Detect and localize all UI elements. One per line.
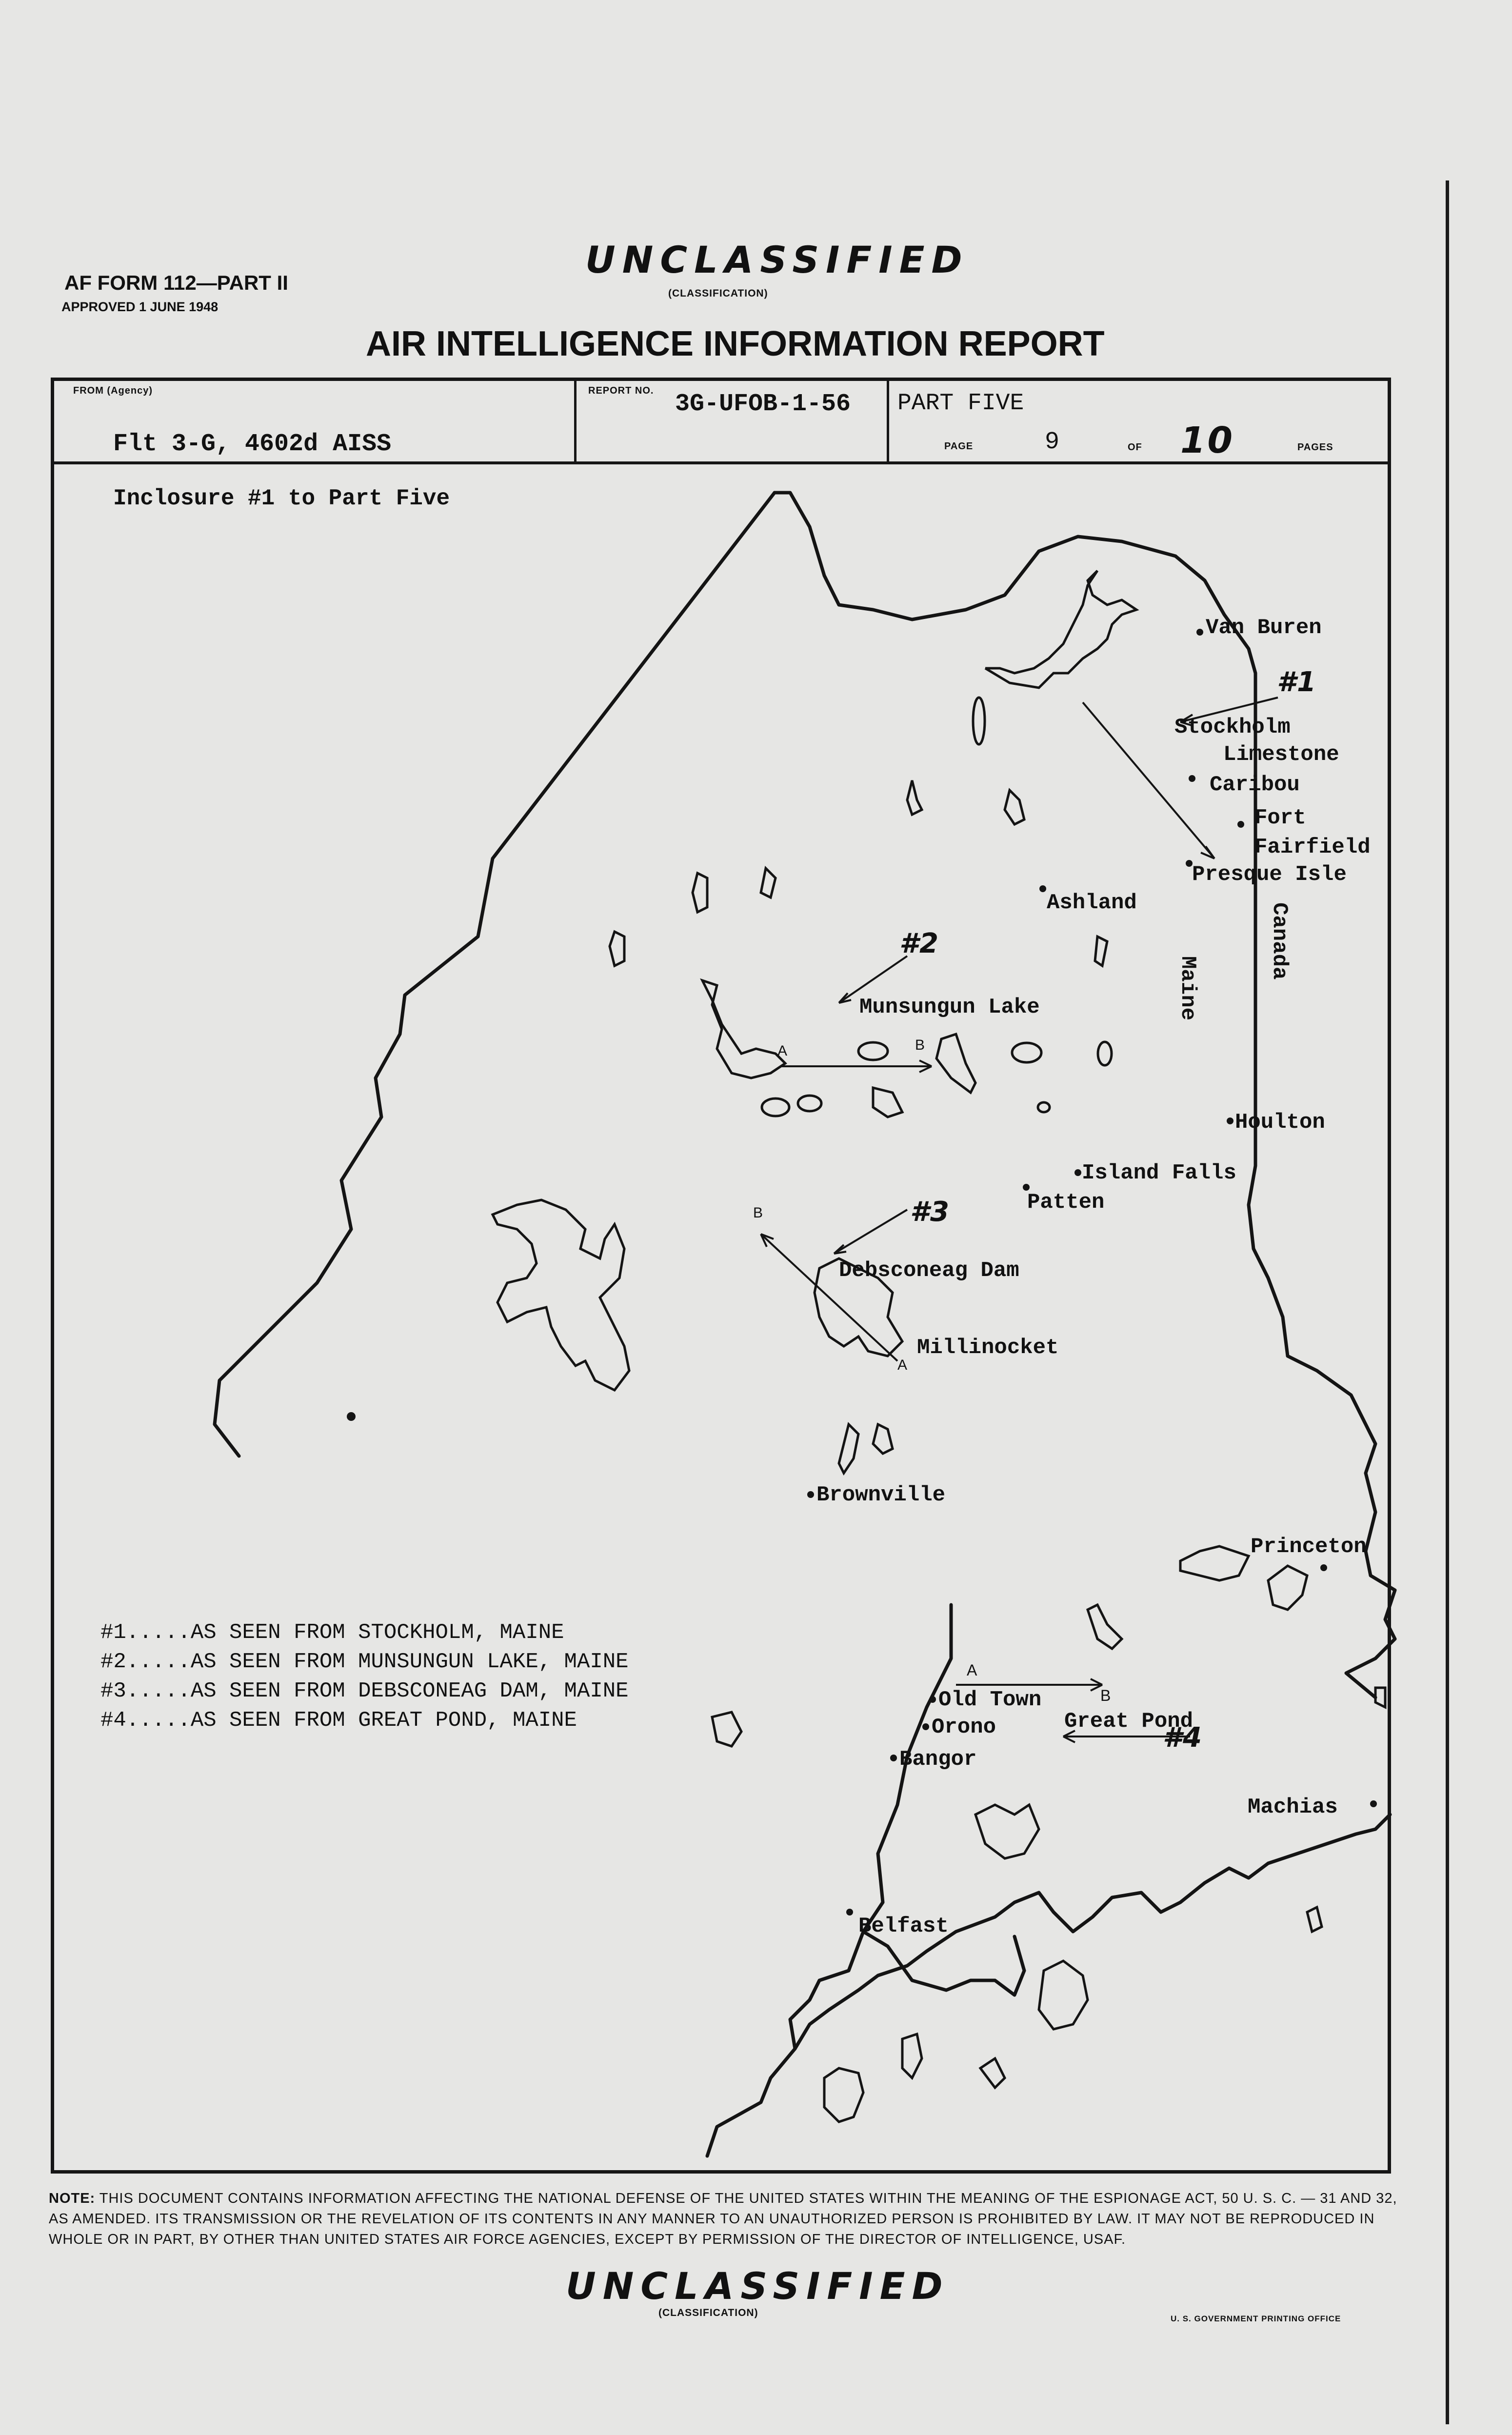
lake-south-5 (980, 2058, 1005, 2088)
town-limestone: Limestone (1223, 742, 1339, 767)
report-title: AIR INTELLIGENCE INFORMATION REPORT (366, 324, 1105, 363)
lake-south-3 (824, 2068, 863, 2122)
town-munsungun-lake: Munsungun Lake (859, 995, 1040, 1019)
lake-small-7 (1095, 937, 1107, 966)
footer-note (49, 2188, 1405, 2250)
marker-b-2: B (915, 1037, 925, 1053)
lake-small-9 (1012, 1043, 1041, 1062)
town-caribou: Caribou (1210, 773, 1300, 797)
marker-b-3: B (753, 1205, 763, 1221)
lake-small-8 (858, 1042, 888, 1060)
classification-bottom: UNCLASSIFIED (566, 2264, 950, 2308)
dot-island-falls (1074, 1169, 1081, 1176)
inclosure-label: Inclosure #1 to Part Five (113, 486, 450, 511)
town-machias: Machias (1248, 1795, 1338, 1819)
dot-belfast (846, 1909, 853, 1916)
report-no-value: 3G-UFOB-1-56 (675, 390, 851, 418)
lake-small-4 (693, 873, 707, 912)
lake-small-11 (762, 1098, 789, 1116)
lake-great-pond-north (1088, 1605, 1122, 1649)
lake-small-12 (798, 1096, 821, 1111)
dot-houlton (1227, 1118, 1233, 1124)
town-van-buren: Van Buren (1206, 616, 1322, 640)
lake-legend-side (712, 1712, 741, 1746)
dot-brownville (807, 1491, 814, 1498)
lake-south-4 (902, 2034, 922, 2078)
of-value: 10 (1180, 419, 1234, 461)
lake-moosehead (493, 1200, 629, 1390)
label-canada: Canada (1267, 902, 1292, 980)
page-label: PAGE (944, 441, 974, 452)
legend-item-4: #4.....AS SEEN FROM GREAT POND, MAINE (100, 1708, 577, 1733)
classification-caption-bottom: (CLASSIFICATION) (658, 2307, 758, 2318)
town-island-falls: Island Falls (1082, 1161, 1236, 1185)
marker-1: #1 (1277, 666, 1317, 698)
lake-south-1 (975, 1805, 1039, 1858)
dot-caribou (1189, 775, 1195, 782)
pages-label: PAGES (1297, 442, 1333, 453)
town-houlton: Houlton (1235, 1110, 1325, 1135)
lake-small-1 (973, 698, 985, 744)
marker-a-3: A (897, 1357, 908, 1373)
page-value: 9 (1045, 428, 1060, 456)
dot-ashland (1039, 885, 1046, 892)
town-orono: Orono (932, 1715, 996, 1739)
town-debsconeag-dam: Debsconeag Dam (839, 1258, 1019, 1283)
lake-small-10 (1098, 1042, 1112, 1065)
town-presque-isle: Presque Isle (1192, 862, 1347, 887)
classification-caption-top: (CLASSIFICATION) (668, 288, 768, 299)
town-belfast: Belfast (858, 1914, 949, 1938)
lake-princeton-2 (1268, 1566, 1307, 1610)
dot-machias (1370, 1800, 1377, 1807)
town-stockholm: Stockholm (1174, 715, 1291, 739)
note-label: NOTE: (49, 2191, 96, 2206)
st-croix-river (1346, 1551, 1395, 1697)
lake-brownville-2 (873, 1424, 893, 1454)
state-border-northwest (215, 493, 775, 1456)
lake-small-6 (610, 932, 624, 966)
town-old-town: Old Town (938, 1688, 1042, 1712)
of-label: OF (1128, 442, 1142, 453)
marker-a-2: A (777, 1043, 788, 1059)
town-ashland: Ashland (1047, 891, 1137, 915)
form-id: AF FORM 112—PART II (64, 271, 288, 294)
marker-2: #2 (899, 928, 939, 959)
note-text: THIS DOCUMENT CONTAINS INFORMATION AFFECTING THE NATIONAL DEFENSE OF THE UNITED STATES WITHIN THE MEANING OF THE ESPIONAGE ACT, 50 U. S. C. — 31 AND 32, AS AMENDED. ITS TRANSMISSION OR THE REVELATION OF ITS CONTENTS IN ANY MANNER TO AN UNAUTHORIZED PERSON IS PROHIBITED BY LAW. IT MAY NOT BE REPRODUCED IN WHOLE OR IN PART, BY OTHER THAN UNITED STATES AIR FORCE AGENCIES, EXCEPT BY PERMISSION OF THE DIRECTOR OF INTELLIGENCE, USAF. (49, 2191, 1397, 2247)
classification-top: UNCLASSIFIED (585, 238, 969, 281)
printer-imprint: U. S. GOVERNMENT PRINTING OFFICE (1171, 2314, 1341, 2323)
part-value: PART FIVE (897, 390, 1024, 417)
lake-small-14 (1038, 1102, 1050, 1112)
town-princeton: Princeton (1251, 1535, 1367, 1559)
lake-small-5 (761, 868, 776, 898)
lake-small-13 (873, 1088, 902, 1117)
label-maine: Maine (1175, 956, 1200, 1021)
dot-princeton (1320, 1564, 1327, 1571)
lake-small-3 (1005, 790, 1024, 824)
dot-bangor (890, 1755, 897, 1761)
lake-brownville (839, 1424, 858, 1473)
dot-van-buren (1196, 629, 1203, 636)
legend-item-1: #1.....AS SEEN FROM STOCKHOLM, MAINE (100, 1620, 564, 1645)
legend-item-2: #2.....AS SEEN FROM MUNSUNGUN LAKE, MAINE (100, 1650, 629, 1674)
report-no-label: REPORT NO. (588, 385, 654, 396)
from-value: Flt 3-G, 4602d AISS (113, 430, 392, 458)
marker-a-4: A (967, 1661, 977, 1679)
lake-princeton (1180, 1546, 1249, 1580)
town-bangor: Bangor (899, 1747, 977, 1772)
legend-item-3: #3.....AS SEEN FROM DEBSCONEAG DAM, MAINE (100, 1679, 629, 1703)
marker-b-4: B (1100, 1687, 1111, 1704)
town-fairfield: Fairfield (1254, 835, 1371, 859)
dot-presque-isle (1186, 860, 1193, 867)
dot-fort-fairfield (1237, 821, 1244, 828)
lake-south-2 (1039, 1961, 1088, 2029)
lake-east-coast (1307, 1907, 1322, 1932)
dot-orono (922, 1723, 929, 1730)
town-great-pond: Great Pond (1064, 1709, 1194, 1734)
lake-munsungun (702, 980, 788, 1078)
marker-4: #4 (1163, 1722, 1203, 1754)
approved-date: APPROVED 1 JUNE 1948 (61, 299, 219, 314)
lake-small-2 (907, 780, 922, 815)
state-border-north (775, 493, 1255, 673)
marker-3: #3 (910, 1196, 950, 1228)
dot-patten (1023, 1184, 1030, 1191)
town-patten: Patten (1027, 1190, 1105, 1215)
town-millinocket: Millinocket (917, 1336, 1059, 1360)
from-label: FROM (Agency) (73, 385, 153, 396)
lake-east-munsungun (936, 1034, 975, 1093)
town-fort: Fort (1254, 806, 1306, 830)
dot-stray (347, 1412, 356, 1421)
dot-old-town (929, 1696, 936, 1703)
town-brownville: Brownville (816, 1483, 946, 1507)
